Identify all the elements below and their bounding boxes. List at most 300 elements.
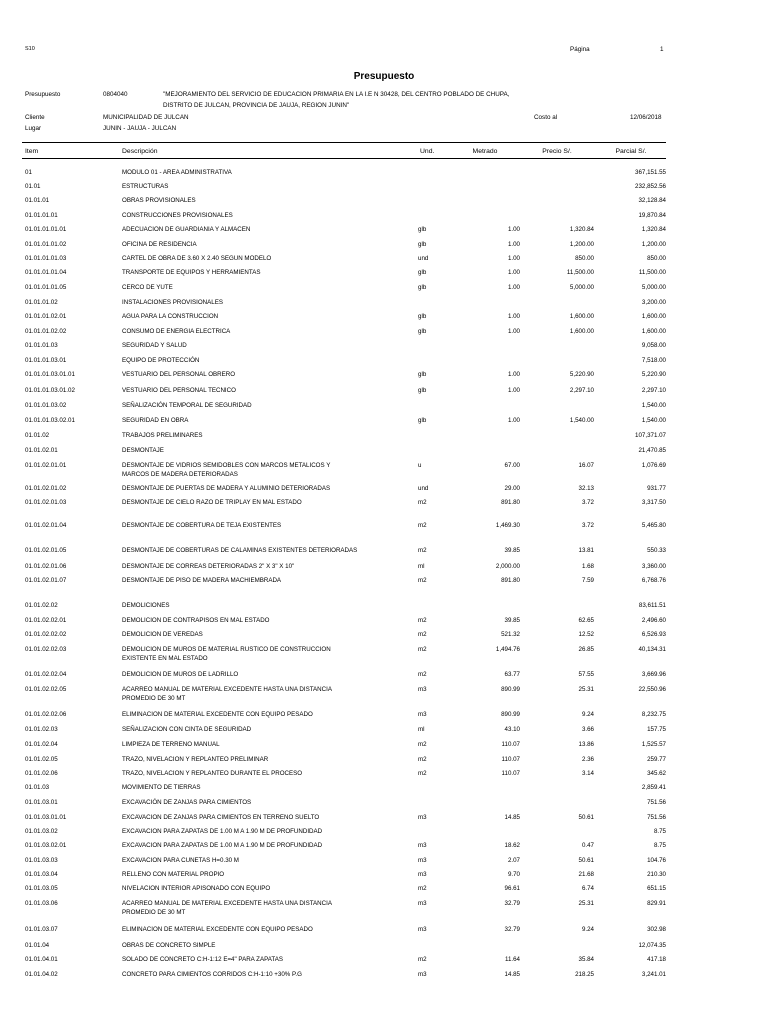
s10-label: S10 bbox=[25, 46, 35, 52]
page-label: Página bbox=[570, 46, 590, 53]
row-item-code: 01.01.02.02.01 bbox=[25, 617, 67, 624]
row-metrado: 29.00 bbox=[504, 485, 520, 492]
row-unit: glb bbox=[418, 371, 427, 378]
row-partial: 232,852.56 bbox=[635, 183, 666, 190]
row-description-line: TRANSPORTE DE EQUIPOS Y HERRAMIENTAS bbox=[122, 269, 261, 276]
row-item-code: 01.01.02.02 bbox=[25, 602, 58, 609]
row-description-line: SOLADO DE CONCRETO C:H-1:12 E=4" PARA ZAPATAS bbox=[122, 956, 283, 963]
row-description bbox=[122, 884, 270, 893]
row-item-code: 01.01.01.03.01.01 bbox=[25, 371, 75, 378]
row-price: 26.85 bbox=[578, 646, 594, 653]
row-partial: 104.76 bbox=[647, 857, 666, 864]
row-description-line: ELIMINACION DE MATERIAL EXCEDENTE CON EQUIPO PESADO bbox=[122, 926, 313, 933]
row-description-line: VESTUARIO DEL PERSONAL OBRERO bbox=[122, 371, 236, 378]
row-unit: m3 bbox=[418, 857, 427, 864]
row-description bbox=[122, 827, 322, 836]
row-price: 11,500.00 bbox=[566, 269, 594, 276]
row-partial: 1,600.00 bbox=[641, 328, 666, 335]
row-unit: m2 bbox=[418, 671, 427, 678]
row-item-code: 01.01.02.01.02 bbox=[25, 485, 67, 492]
row-metrado: 110.07 bbox=[501, 741, 520, 748]
row-metrado: 14.85 bbox=[504, 971, 520, 978]
row-description-line: DEMOLICIONES bbox=[122, 602, 170, 609]
row-metrado: 891.80 bbox=[501, 499, 520, 506]
row-item-code: 01.01.02.02.05 bbox=[25, 686, 67, 693]
row-description bbox=[122, 798, 251, 807]
table-header-top-rule bbox=[22, 142, 666, 143]
row-unit: m2 bbox=[418, 646, 427, 653]
row-price: 7.59 bbox=[581, 577, 594, 584]
row-description-line: MODULO 01 - AREA ADMINISTRATIVA bbox=[122, 169, 232, 176]
budget-code: 0804040 bbox=[103, 91, 128, 98]
row-item-code: 01.01.02.01.01 bbox=[25, 462, 67, 469]
row-partial: 1,200.00 bbox=[641, 241, 666, 248]
row-price: 1,540.00 bbox=[569, 417, 594, 424]
row-metrado: 1,469.30 bbox=[495, 522, 520, 529]
row-price: 0.47 bbox=[581, 842, 594, 849]
row-metrado: 1.00 bbox=[507, 328, 520, 335]
row-price: 13.81 bbox=[578, 547, 594, 554]
row-description-line: CERCO DE YUTE bbox=[122, 284, 173, 291]
row-metrado: 1.00 bbox=[507, 417, 520, 424]
row-partial: 9,058.00 bbox=[641, 342, 666, 349]
row-description bbox=[122, 769, 302, 778]
row-item-code: 01.01.03.02 bbox=[25, 828, 58, 835]
row-description bbox=[122, 856, 239, 865]
row-unit: glb bbox=[418, 284, 427, 291]
row-description-line: SEÑALIZACION CON CINTA DE SEGURIDAD bbox=[122, 726, 252, 733]
row-description bbox=[122, 899, 332, 917]
row-partial: 651.15 bbox=[647, 885, 666, 892]
row-description bbox=[122, 616, 270, 625]
row-item-code: 01.01.02.06 bbox=[25, 770, 58, 777]
row-description bbox=[122, 168, 232, 177]
row-description bbox=[122, 312, 218, 321]
row-description bbox=[122, 670, 238, 679]
row-description-line: DEMOLICION DE MUROS DE LADRILLO bbox=[122, 671, 239, 678]
row-description-line: AGUA PARA LA CONSTRUCCION bbox=[122, 313, 219, 320]
row-item-code: 01.01.01.01.02 bbox=[25, 241, 67, 248]
row-price: 13.86 bbox=[578, 741, 594, 748]
row-metrado: 32.79 bbox=[504, 900, 520, 907]
row-partial: 1,540.00 bbox=[641, 402, 666, 409]
row-description-line: DESMONTAJE DE COBERTURAS DE CALAMINAS EXISTENTES DETERIORADAS bbox=[122, 547, 358, 554]
row-unit: m3 bbox=[418, 711, 427, 718]
row-metrado: 110.07 bbox=[501, 756, 520, 763]
col-partial: Parcial S/. bbox=[615, 148, 647, 155]
row-price: 1,320.84 bbox=[569, 226, 594, 233]
row-price: 12.52 bbox=[578, 631, 594, 638]
row-description-line: DESMONTAJE DE PUERTAS DE MADERA Y ALUMINIO DETERIORADAS bbox=[122, 485, 331, 492]
row-partial: 6,526.93 bbox=[641, 631, 666, 638]
row-description bbox=[122, 341, 187, 350]
row-metrado: 63.77 bbox=[504, 671, 520, 678]
row-description-line: EXCAVACIÓN DE ZANJAS PARA CIMIENTOS bbox=[122, 799, 252, 806]
row-partial: 12,074.35 bbox=[638, 942, 666, 949]
row-price: 3.66 bbox=[581, 726, 594, 733]
row-item-code: 01.01.01.01.05 bbox=[25, 284, 67, 291]
row-item-code: 01.01.03.01.01 bbox=[25, 814, 67, 821]
col-item: Item bbox=[25, 148, 39, 155]
row-description-line: EXISTENTE EN MAL ESTADO bbox=[122, 655, 208, 662]
row-metrado: 1.00 bbox=[507, 269, 520, 276]
row-partial: 751.56 bbox=[647, 799, 666, 806]
row-partial: 210.30 bbox=[647, 871, 666, 878]
row-description bbox=[122, 546, 357, 555]
page-title: Presupuesto bbox=[353, 71, 415, 82]
row-partial: 302.98 bbox=[647, 926, 666, 933]
row-unit: m3 bbox=[418, 814, 427, 821]
row-metrado: 891.80 bbox=[501, 577, 520, 584]
row-metrado: 1.00 bbox=[507, 226, 520, 233]
row-metrado: 11.64 bbox=[504, 956, 520, 963]
row-description bbox=[122, 356, 199, 365]
row-price: 9.24 bbox=[581, 926, 594, 933]
row-unit: ml bbox=[418, 726, 425, 733]
row-description-line: ELIMINACION DE MATERIAL EXCEDENTE CON EQUIPO PESADO bbox=[122, 711, 313, 718]
row-partial: 259.77 bbox=[647, 756, 666, 763]
row-description-line: PROMEDIO DE 30 MT bbox=[122, 909, 186, 916]
row-price: 16.07 bbox=[578, 462, 594, 469]
row-partial: 850.00 bbox=[647, 255, 666, 262]
row-unit: und bbox=[418, 255, 429, 262]
row-description-line: CARTEL DE OBRA DE 3.60 X 2.40 SEGUN MODELO bbox=[122, 255, 272, 262]
row-unit: m2 bbox=[418, 499, 427, 506]
col-description: Descripción bbox=[122, 148, 158, 155]
row-description-line: EQUIPO DE PROTECCIÓN bbox=[122, 357, 200, 364]
row-description bbox=[122, 461, 330, 479]
row-description bbox=[122, 685, 332, 703]
row-item-code: 01.01.02.03 bbox=[25, 726, 58, 733]
row-description-line: EXCAVACION PARA CUNETAS H=0.30 M bbox=[122, 857, 239, 864]
row-description-line: TRAZO, NIVELACION Y REPLANTEO DURANTE EL PROCESO bbox=[122, 770, 303, 777]
budget-label: Presupuesto bbox=[25, 91, 61, 98]
row-metrado: 110.07 bbox=[501, 770, 520, 777]
row-metrado: 39.85 bbox=[504, 617, 520, 624]
row-partial: 829.91 bbox=[647, 900, 666, 907]
row-partial: 5,000.00 bbox=[641, 284, 666, 291]
row-item-code: 01 bbox=[25, 169, 32, 176]
row-price: 3.14 bbox=[581, 770, 594, 777]
row-description-line: RELLENO CON MATERIAL PROPIO bbox=[122, 871, 225, 878]
row-description-line: DEMOLICION DE CONTRAPISOS EN MAL ESTADO bbox=[122, 617, 270, 624]
row-item-code: 01.01.02.02.03 bbox=[25, 646, 67, 653]
cost-date-label: Costo al bbox=[534, 114, 558, 121]
row-metrado: 1.00 bbox=[507, 313, 520, 320]
row-description-line: DEMOLICION DE MUROS DE MATERIAL RUSTICO DE CONSTRUCCION bbox=[122, 646, 331, 653]
row-price: 1,600.00 bbox=[569, 328, 594, 335]
row-partial: 1,600.00 bbox=[641, 313, 666, 320]
row-price: 25.31 bbox=[578, 686, 594, 693]
row-description-line: ADECUACION DE GUARDIANIA Y ALMACEN bbox=[122, 226, 251, 233]
row-description-line: TRAZO, NIVELACION Y REPLANTEO PRELIMINAR bbox=[122, 756, 269, 763]
row-description bbox=[122, 601, 169, 610]
row-partial: 2,297.10 bbox=[641, 387, 666, 394]
row-metrado: 1.00 bbox=[507, 284, 520, 291]
row-description bbox=[122, 725, 251, 734]
row-item-code: 01.01.03.02.01 bbox=[25, 842, 67, 849]
place-label: Lugar bbox=[25, 125, 42, 132]
row-description-line: VESTUARIO DEL PERSONAL TECNICO bbox=[122, 387, 236, 394]
row-unit: m3 bbox=[418, 842, 427, 849]
row-item-code: 01.01.02.02.02 bbox=[25, 631, 67, 638]
row-description bbox=[122, 196, 196, 205]
row-description bbox=[122, 283, 173, 292]
row-description bbox=[122, 941, 215, 950]
row-metrado: 32.79 bbox=[504, 926, 520, 933]
row-partial: 8.75 bbox=[653, 828, 666, 835]
row-item-code: 01.01.04 bbox=[25, 942, 50, 949]
row-partial: 107,371.07 bbox=[635, 432, 666, 439]
row-partial: 3,360.00 bbox=[641, 563, 666, 570]
row-price: 32.13 bbox=[578, 485, 594, 492]
row-item-code: 01.01.02.02.06 bbox=[25, 711, 67, 718]
row-description bbox=[122, 630, 203, 639]
row-description bbox=[122, 254, 271, 263]
row-unit: m2 bbox=[418, 577, 427, 584]
row-description bbox=[122, 225, 250, 234]
row-unit: glb bbox=[418, 241, 427, 248]
row-partial: 3,241.01 bbox=[641, 971, 666, 978]
row-unit: m2 bbox=[418, 547, 427, 554]
row-unit: m2 bbox=[418, 956, 427, 963]
row-description bbox=[122, 431, 202, 440]
row-unit: glb bbox=[418, 313, 427, 320]
row-partial: 550.33 bbox=[647, 547, 666, 554]
budget-name-line-2: DISTRITO DE JULCAN, PROVINCIA DE JAUJA, REGION JUNIN" bbox=[163, 102, 350, 109]
row-metrado: 1.00 bbox=[507, 371, 520, 378]
budget-name-line-1: "MEJORAMIENTO DEL SERVICIO DE EDUCACION PRIMARIA EN LA I.E N 30428, DEL CENTRO POBLADO DE CHUPA, bbox=[163, 91, 510, 98]
row-description-line: EXCAVACION DE ZANJAS PARA CIMIENTOS EN TERRENO SUELTO bbox=[122, 814, 320, 821]
row-price: 3.72 bbox=[581, 522, 594, 529]
row-description bbox=[122, 562, 294, 571]
row-item-code: 01.01.03.07 bbox=[25, 926, 58, 933]
row-item-code: 01.01.03.03 bbox=[25, 857, 58, 864]
page-number: 1 bbox=[660, 46, 664, 53]
row-price: 6.74 bbox=[581, 885, 594, 892]
row-unit: m2 bbox=[418, 741, 427, 748]
col-metrado: Metrado bbox=[472, 148, 498, 155]
client-label: Cliente bbox=[25, 114, 45, 121]
row-metrado: 9.70 bbox=[507, 871, 520, 878]
row-item-code: 01.01.02.04 bbox=[25, 741, 58, 748]
row-description-line: OBRAS DE CONCRETO SIMPLE bbox=[122, 942, 216, 949]
row-description bbox=[122, 970, 302, 979]
row-partial: 1,525.57 bbox=[641, 741, 666, 748]
row-unit: und bbox=[418, 485, 429, 492]
row-description bbox=[122, 813, 319, 822]
row-partial: 83,611.51 bbox=[638, 602, 666, 609]
row-partial: 8,232.75 bbox=[641, 711, 666, 718]
row-unit: glb bbox=[418, 226, 427, 233]
row-unit: ml bbox=[418, 563, 425, 570]
row-item-code: 01.01.02.01.04 bbox=[25, 522, 67, 529]
row-unit: glb bbox=[418, 387, 427, 394]
row-price: 218.25 bbox=[575, 971, 594, 978]
row-partial: 1,076.69 bbox=[641, 462, 666, 469]
row-description-line: EXCAVACION PARA ZAPATAS DE 1.00 M A 1.90 M DE PROFUNDIDAD bbox=[122, 842, 323, 849]
row-partial: 367,151.55 bbox=[635, 169, 666, 176]
row-item-code: 01.01.01.03 bbox=[25, 342, 58, 349]
row-description bbox=[122, 240, 197, 249]
row-partial: 931.77 bbox=[647, 485, 666, 492]
row-price: 3.72 bbox=[581, 499, 594, 506]
row-item-code: 01.01.02.01.07 bbox=[25, 577, 67, 584]
row-metrado: 890.99 bbox=[501, 686, 520, 693]
row-description bbox=[122, 783, 201, 792]
row-description-line: CONCRETO PARA CIMIENTOS CORRIDOS C:H-1:10 +30% P.G bbox=[122, 971, 302, 978]
row-metrado: 521.32 bbox=[501, 631, 520, 638]
row-item-code: 01.01.02.01 bbox=[25, 447, 58, 454]
row-item-code: 01.01.01.02 bbox=[25, 299, 58, 306]
row-price: 9.24 bbox=[581, 711, 594, 718]
row-item-code: 01.01.03.06 bbox=[25, 900, 58, 907]
row-description-line: NIVELACION INTERIOR APISONADO CON EQUIPO bbox=[122, 885, 271, 892]
row-unit: m3 bbox=[418, 926, 427, 933]
row-description bbox=[122, 211, 233, 220]
row-description bbox=[122, 298, 223, 307]
row-metrado: 1.00 bbox=[507, 255, 520, 262]
row-price: 5,220.90 bbox=[569, 371, 594, 378]
row-item-code: 01.01.04.01 bbox=[25, 956, 58, 963]
row-price: 2.36 bbox=[581, 756, 594, 763]
row-item-code: 01.01.02 bbox=[25, 432, 50, 439]
row-unit: m3 bbox=[418, 871, 427, 878]
row-item-code: 01.01.01.01 bbox=[25, 212, 58, 219]
row-partial: 3,200.00 bbox=[641, 299, 666, 306]
row-partial: 5,220.90 bbox=[641, 371, 666, 378]
row-partial: 21,470.85 bbox=[638, 447, 666, 454]
row-description-line: CONSTRUCCIONES PROVISIONALES bbox=[122, 212, 233, 219]
row-partial: 1,540.00 bbox=[641, 417, 666, 424]
row-description bbox=[122, 755, 268, 764]
row-price: 1,600.00 bbox=[569, 313, 594, 320]
row-partial: 3,669.96 bbox=[641, 671, 666, 678]
row-metrado: 39.85 bbox=[504, 547, 520, 554]
client-value: MUNICIPALIDAD DE JULCAN bbox=[103, 114, 189, 121]
row-price: 5,000.00 bbox=[569, 284, 594, 291]
row-description bbox=[122, 576, 281, 585]
row-description bbox=[122, 740, 220, 749]
row-description bbox=[122, 327, 230, 336]
row-item-code: 01.01.03.05 bbox=[25, 885, 58, 892]
row-description bbox=[122, 401, 252, 410]
row-description-line: OFICINA DE RESIDENCIA bbox=[122, 241, 197, 248]
row-partial: 2,859.41 bbox=[641, 784, 666, 791]
row-unit: m2 bbox=[418, 756, 427, 763]
row-description-line: ACARREO MANUAL DE MATERIAL EXCEDENTE HASTA UNA DISTANCIA bbox=[122, 686, 332, 693]
row-partial: 8.75 bbox=[653, 842, 666, 849]
row-description-line: ESTRUCTURAS bbox=[122, 183, 169, 190]
row-item-code: 01.01.04.02 bbox=[25, 971, 58, 978]
row-description bbox=[122, 841, 322, 850]
row-item-code: 01.01.02.05 bbox=[25, 756, 58, 763]
row-price: 62.65 bbox=[578, 617, 594, 624]
row-item-code: 01.01.01.03.02 bbox=[25, 402, 67, 409]
table-header-bottom-rule bbox=[22, 158, 666, 159]
row-description-line: DESMONTAJE DE VIDRIOS SEMIDOBLES CON MARCOS METALICOS Y bbox=[122, 462, 331, 469]
row-item-code: 01.01.02.02.04 bbox=[25, 671, 67, 678]
row-item-code: 01.01.01.01.04 bbox=[25, 269, 67, 276]
row-description bbox=[122, 925, 313, 934]
row-item-code: 01.01.01.03.01.02 bbox=[25, 387, 75, 394]
place-value: JUNIN - JAUJA - JULCAN bbox=[103, 125, 177, 132]
row-description-line: MOVIMIENTO DE TIERRAS bbox=[122, 784, 201, 791]
row-description-line: INSTALACIONES PROVISIONALES bbox=[122, 299, 223, 306]
row-metrado: 890.99 bbox=[501, 711, 520, 718]
row-item-code: 01.01.01 bbox=[25, 197, 50, 204]
row-price: 850.00 bbox=[575, 255, 594, 262]
row-price: 1,200.00 bbox=[569, 241, 594, 248]
row-description-line: CONSUMO DE ENERGIA ELECTRICA bbox=[122, 328, 231, 335]
row-item-code: 01.01.02.01.03 bbox=[25, 499, 67, 506]
row-description-line: DESMONTAJE bbox=[122, 447, 164, 454]
row-partial: 19,870.84 bbox=[638, 212, 666, 219]
row-price: 25.31 bbox=[578, 900, 594, 907]
row-description-line: DESMONTAJE DE COBERTURA DE TEJA EXISTENTES bbox=[122, 522, 282, 529]
row-description-line: SEGURIDAD EN OBRA bbox=[122, 417, 189, 424]
row-description bbox=[122, 710, 313, 719]
row-partial: 32,128.84 bbox=[638, 197, 666, 204]
row-partial: 2,496.60 bbox=[641, 617, 666, 624]
row-partial: 11,500.00 bbox=[638, 269, 666, 276]
row-description bbox=[122, 498, 302, 507]
row-description bbox=[122, 446, 164, 455]
row-metrado: 43.10 bbox=[504, 726, 520, 733]
row-description bbox=[122, 484, 330, 493]
row-description-line: MARCOS DE MADERA DETERIORADAS bbox=[122, 471, 238, 478]
row-partial: 6,768.76 bbox=[641, 577, 666, 584]
row-partial: 22,550.96 bbox=[638, 686, 666, 693]
row-unit: m3 bbox=[418, 971, 427, 978]
row-description-line: ACARREO MANUAL DE MATERIAL EXCEDENTE HASTA UNA DISTANCIA bbox=[122, 900, 332, 907]
row-partial: 3,317.50 bbox=[641, 499, 666, 506]
row-description-line: DESMONTAJE DE CIELO RAZO DE TRIPLAY EN MAL ESTADO bbox=[122, 499, 302, 506]
row-partial: 40,134.31 bbox=[638, 646, 666, 653]
row-description bbox=[122, 386, 236, 395]
row-unit: m2 bbox=[418, 885, 427, 892]
row-description-line: EXCAVACION PARA ZAPATAS DE 1.00 M A 1.90 M DE PROFUNDIDAD bbox=[122, 828, 323, 835]
row-item-code: 01.01.01.01.01 bbox=[25, 226, 67, 233]
row-metrado: 67.00 bbox=[504, 462, 520, 469]
row-description bbox=[122, 870, 224, 879]
row-unit: glb bbox=[418, 269, 427, 276]
row-item-code: 01.01.01.02.01 bbox=[25, 313, 67, 320]
row-description bbox=[122, 955, 283, 964]
row-unit: glb bbox=[418, 417, 427, 424]
row-item-code: 01.01.03 bbox=[25, 784, 50, 791]
row-price: 57.55 bbox=[578, 671, 594, 678]
row-item-code: 01.01 bbox=[25, 183, 41, 190]
row-price: 50.61 bbox=[578, 814, 594, 821]
row-partial: 345.62 bbox=[647, 770, 666, 777]
row-item-code: 01.01.02.01.05 bbox=[25, 547, 67, 554]
row-partial: 5,465.80 bbox=[641, 522, 666, 529]
row-description-line: DESMONTAJE DE PISO DE MADERA MACHIEMBRADA bbox=[122, 577, 282, 584]
row-description bbox=[122, 268, 260, 277]
row-price: 1.68 bbox=[581, 563, 594, 570]
row-unit: glb bbox=[418, 328, 427, 335]
row-unit: m3 bbox=[418, 686, 427, 693]
row-item-code: 01.01.02.01.06 bbox=[25, 563, 67, 570]
row-metrado: 14.85 bbox=[504, 814, 520, 821]
row-item-code: 01.01.01.03.02.01 bbox=[25, 417, 75, 424]
row-partial: 157.75 bbox=[647, 726, 666, 733]
row-description-line: DESMONTAJE DE CORREAS DETERIORADAS 2" X 3" X 10" bbox=[122, 563, 295, 570]
row-unit: u bbox=[418, 462, 422, 469]
row-metrado: 96.61 bbox=[504, 885, 520, 892]
row-partial: 417.18 bbox=[647, 956, 666, 963]
